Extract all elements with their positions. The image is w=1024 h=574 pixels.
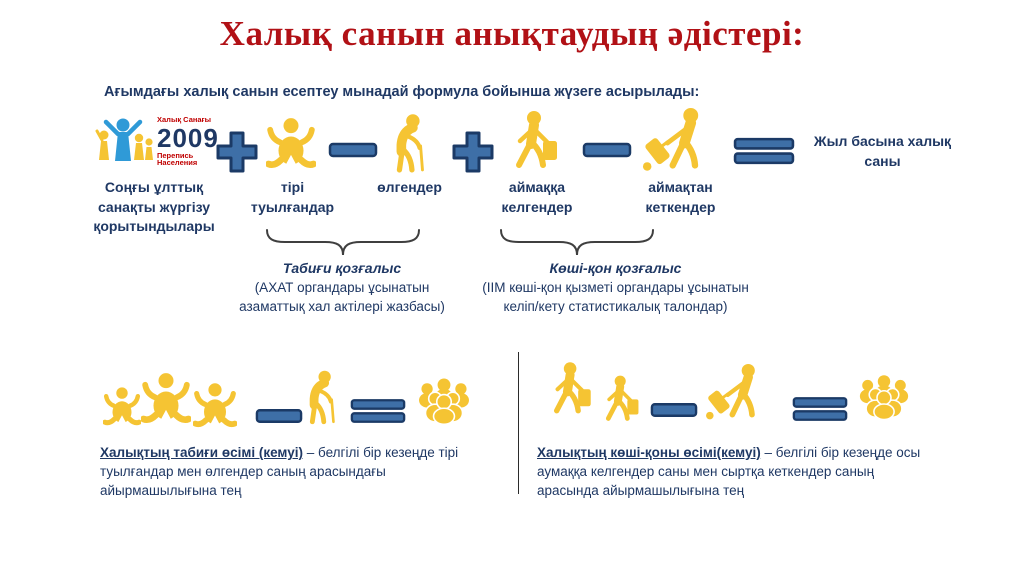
term-label-deaths: өлгендер	[377, 179, 442, 195]
underbrace-right	[497, 226, 657, 258]
logo-year: 2009	[157, 122, 219, 153]
baby-icon	[141, 372, 191, 426]
natural-movement-block	[222, 260, 462, 316]
logo-line-mid: Перепись	[157, 150, 194, 160]
arrival-icon	[545, 360, 597, 422]
baby-icon	[103, 386, 141, 428]
equals-icon	[792, 396, 848, 422]
logo-line-bottom: Населения	[157, 158, 198, 167]
term-label-births: тірі туылғандар	[250, 179, 335, 215]
arrival-icon	[506, 110, 564, 176]
census-label: Соңғы ұлттық санақты жүргізу қорытындылары	[93, 179, 215, 235]
migration-growth-body: – белгілі бір кезеңде осы аумаққа келгендер саны мен сыртқа кеткендер саның арасында айырмашылығына тең	[537, 445, 921, 499]
equals-icon	[733, 137, 795, 165]
migration-growth-lead: Халықтың көші-қоны өсімі(кемуі)	[537, 445, 761, 460]
elderly-icon	[386, 112, 434, 176]
baby-icon	[266, 114, 316, 174]
census-2009-logo	[95, 116, 219, 168]
natural-movement-title: Табиғи қозғалыс	[282, 260, 402, 276]
slide-title: Халық санын анықтаудың әдістері:	[219, 14, 805, 53]
formula-header: Ағымдағы халық санын есептеу мынадай формула бойынша жүзеге асырылады:	[104, 84, 700, 100]
departure-icon	[638, 108, 718, 176]
arrival-icon	[598, 374, 644, 428]
result-label: Жыл басына халық саны	[813, 133, 952, 169]
minus-icon	[650, 402, 698, 418]
natural-growth-text	[100, 443, 505, 500]
migration-movement-title: Көші-қон қозғалыс	[549, 260, 682, 276]
elderly-icon	[300, 368, 344, 428]
migration-growth-text	[537, 443, 927, 500]
natural-growth-lead: Халықтың табиғи өсімі (кемуі)	[100, 445, 303, 460]
minus-icon	[582, 142, 632, 158]
natural-movement-subtitle: (АХАТ органдары ұсынатын азаматтық хал актілері жазбасы)	[239, 280, 445, 314]
crowd-icon	[856, 372, 912, 422]
term-label-arrivals: аймаққа келгендер	[501, 179, 573, 215]
equals-icon	[350, 398, 406, 424]
underbrace-left	[263, 226, 423, 258]
panel-divider	[518, 352, 519, 494]
minus-icon	[328, 142, 378, 158]
census-family-icon	[95, 116, 153, 168]
plus-icon	[446, 130, 500, 174]
logo-line-top: Халық Санағы	[157, 115, 212, 124]
term-label-departures: аймақтан кеткендер	[645, 179, 716, 215]
migration-movement-subtitle: (ІІМ көші-қон қызметі органдары ұсынатын келіп/кету статистикалық талондар)	[482, 280, 749, 314]
natural-growth-body: – белгілі бір кезеңде тірі туылғандар мен өлгендер саның арасындағы айырмашылығына тең	[100, 445, 459, 499]
minus-icon	[255, 408, 303, 424]
crowd-icon	[415, 375, 473, 427]
migration-movement-block	[468, 260, 763, 316]
baby-icon	[193, 382, 237, 430]
plus-icon	[210, 130, 264, 174]
departure-icon	[702, 364, 772, 424]
